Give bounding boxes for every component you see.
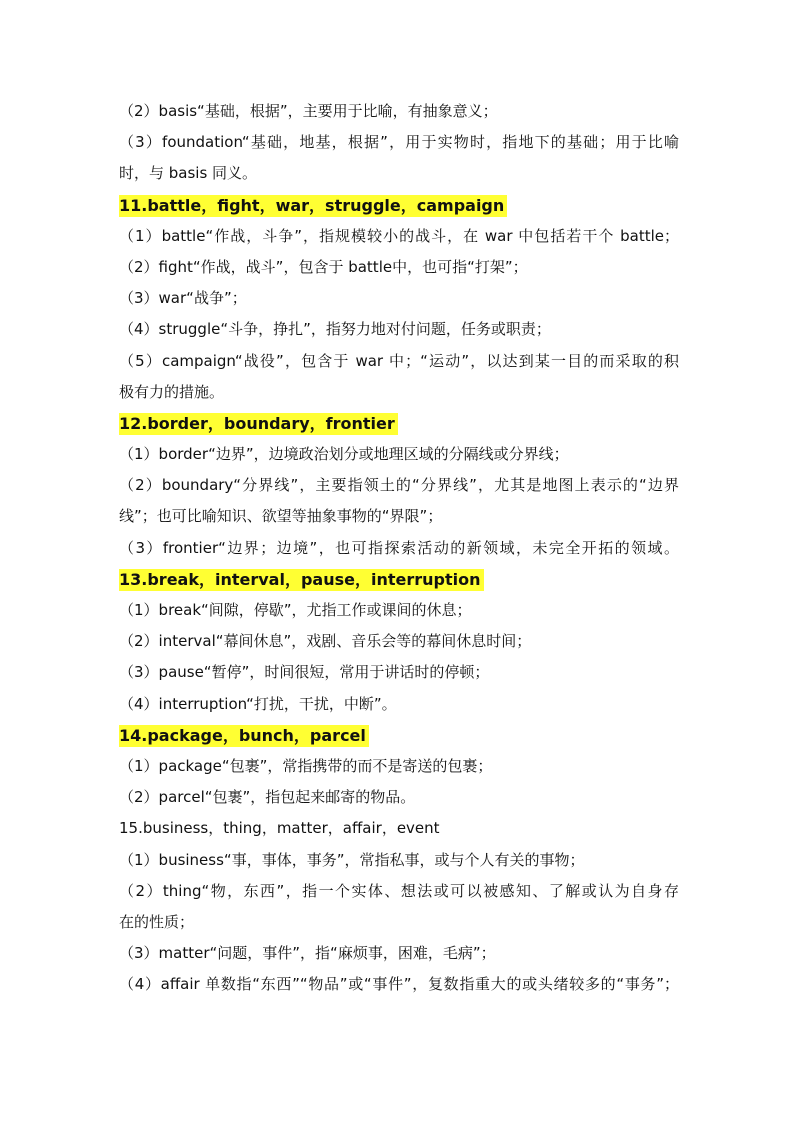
text-line: （3）war“战争”；: [119, 289, 247, 308]
text-line: 15.business，thing，matter，affair，event: [119, 819, 440, 838]
text-line: （1）battle“作战，斗争”，指规模较小的战斗，在 war 中包括若干个 battle；: [119, 226, 679, 245]
text-line: 极有力的措施。: [119, 382, 225, 401]
section-heading-text: 13.break，interval，pause，interruption: [119, 569, 484, 591]
section-heading: [119, 408, 679, 439]
text-line: （2）basis“基础，根据”，主要用于比喻，有抽象意义；: [119, 102, 498, 120]
text-line: （2）thing“物，东西”，指一个实体、想法或可以被感知、了解或认为自身存: [119, 881, 679, 900]
text-line: （1）package“包裹”，常指携带的而不是寄送的包裹；: [119, 756, 493, 775]
text-line: （2）parcel“包裹”，指包起来邮寄的物品。: [119, 788, 416, 807]
section-heading-text: 12.border，boundary，frontier: [119, 413, 398, 435]
document-body: [119, 96, 679, 1000]
text-line: （1）business“事，事体，事务”，常指私事，或与个人有关的事物；: [119, 850, 585, 869]
text-line: 在的性质；: [119, 912, 195, 931]
text-line: （2）fight“作战，战斗”，包含于 battle中，也可指“打架”；: [119, 257, 528, 276]
section-heading: [119, 720, 679, 751]
section-heading: [119, 190, 679, 221]
text-line: （2）boundary“分界线”，主要指领土的“分界线”，尤其是地图上表示的“边界: [119, 476, 679, 495]
text-line: （4）affair 单数指“东西”“物品”或“事件”，复数指重大的或头绪较多的“事务”；: [119, 975, 679, 994]
text-line: （4）interruption“打扰，干扰，中断”。: [119, 694, 397, 713]
text-line: 时，与 basis 同义。: [119, 164, 258, 183]
text-line: （3）foundation“基础，地基，根据”，用于实物时，指地下的基础；用于比喻: [119, 133, 679, 152]
text-line: （2）interval“幕间休息”，戏剧、音乐会等的幕间休息时间；: [119, 632, 532, 651]
text-line: （4）struggle“斗争，挣扎”，指努力地对付问题，任务或职责；: [119, 320, 551, 339]
section-heading-text: 11.battle，fight，war，struggle，campaign: [119, 195, 507, 217]
text-line: （1）border“边界”，边境政治划分或地理区域的分隔线或分界线；: [119, 445, 569, 464]
section-heading: [119, 564, 679, 595]
section-heading-text: 14.package，bunch，parcel: [119, 725, 369, 747]
text-line: （3）frontier“边界；边境”，也可指探索活动的新领域，未完全开拓的领域。: [119, 538, 679, 557]
text-line: 线”；也可比喻知识、欲望等抽象事物的“界限”；: [119, 507, 443, 526]
text-line: （1）break“间隙，停歇”，尤指工作或课间的休息；: [119, 601, 472, 619]
text-line: （3）matter“问题，事件”，指“麻烦事，困难，毛病”；: [119, 944, 496, 963]
text-line: （3）pause“暂停”，时间很短，常用于讲话时的停顿；: [119, 663, 490, 682]
text-line: （5）campaign“战役”，包含于 war 中；“运动”，以达到某一目的而采取的积: [119, 351, 679, 370]
